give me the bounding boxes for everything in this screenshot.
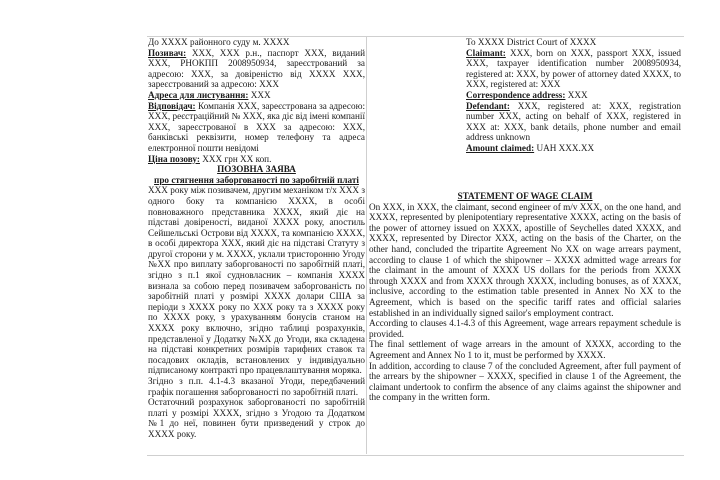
claim-price-label: Ціна позову: <box>148 153 200 164</box>
claimant-text: XXX, born on XXX, passport XXX, issued XXX, taxpayer identification number 2008950934, registered at: XXX, by power of attorney dated XXXX, to XXX, registered at: XXX <box>466 47 681 90</box>
claimant-block <box>466 48 681 90</box>
paragraph-2-en: According to clauses 4.1-4.3 of this Agreement, wage arrears repayment schedule is provided. <box>369 318 681 339</box>
claim-price-text: XXX грн XX коп. <box>199 153 272 164</box>
paragraph-1-en: On XXX, in XXX, the claimant, second engineer of m/v XXX, on the one hand, and XXXX, represented by plenipotentiary representative XXXX, acting on the basis of the power of attorney issued on XXXX, apostille of Seychelles dated XXXX, and XXXX, represented by Director XXX, acting on the basis of the Charter, on the other hand, concluded the tripartite Agreement No XX on wage arrears payment, according to clause 1 of which the shipowner – XXXX admitted wage arrears for the claimant in the amount of XXXX US dollars for the periods from XXXX through XXXX and from XXXX through XXXX, including bonuses, as of XXXX, inclusive, according to the estimation table presented in Annex No XX to the Agreement, which is based on the specific tariff rates and official salaries established in an individually signed sailor's employment contract. <box>369 201 681 318</box>
english-header <box>466 37 681 154</box>
correspondence-block-en <box>466 90 681 101</box>
paragraph-3-ua: Остаточний розрахунок заборгованості по заробітній платі у розмірі XXXX, згідно з Угодою та Додатком №1 до неї, повинен бути призведений у строк до XXXX року. <box>148 397 365 439</box>
paragraph-1-ua: XXX року між позивачем, другим механіком т/х XXX з одного боку та компанією XXXX, в особі повноважного представника XXXX, який діє на підставі довіреності, виданої XXXX року, апостиль Сейшельські Острови від XXXX, та компанією XXXX, в особі директора XXX, який діє на підставі Статуту з другої сторони у м. XXXX, уклали тристоронню Угоду №XX про виплату заборгованості по заробітній платі, згідно з п.1 якої судновласник – компанія XXXX визнала за собою перед позивачем заборгованість по заробітній платі у розмірі XXXX долари США за періоди з XXXX року по XXX року та з XXXX року по XXXX року, з урахуванням бонусів станом на XXXX року включно, згідно таблиці розрахунків, представленої у Додатку №XX до Угоди, яка складена на підставі конкретних розмірів тарифних ставок та посадових окладів, встановлених у індивідуально підписаному контракті про працевлаштування моряка. <box>148 185 365 376</box>
plaintiff-label: Позивач: <box>148 47 187 58</box>
paragraph-4-en: In addition, according to clause 7 of the concluded Agreement, after full payment of the arrears by the shipowner – XXXX, specified in clause 1 of the Agreement, the claimant undertook to confirm the absence of any claims against the shipowner and the company in the written form. <box>369 360 681 403</box>
correspondence-text-en: XXX <box>565 89 588 100</box>
correspondence-label-en: Correspondence address: <box>466 89 566 100</box>
column-divider <box>366 36 367 454</box>
ukrainian-column <box>148 37 365 440</box>
claim-price-block <box>148 154 365 165</box>
amount-text: UAH XXX.XX <box>534 142 595 153</box>
defendant-text-en: XXX, registered at: XXX, registration number XXX, acting on behalf of XXX, registered in XXX at: XXX, bank details, phone number and email address unknown <box>466 100 681 143</box>
defendant-label-en: Defendant: <box>466 100 510 111</box>
court-line-en: To XXXX District Court of XXXX <box>466 37 597 47</box>
plaintiff-block <box>148 48 365 90</box>
correspondence-block-ua <box>148 90 365 101</box>
defendant-block-en <box>466 101 681 143</box>
correspondence-label-ua: Адреса для листування: <box>148 89 249 100</box>
defendant-text-ua: Компанія XXX, зареєстрована за адресою: XXX, реєстраційний № XXX, яка діє від імені компанії XXX, зареєстрованої в XXX за адресою: XXX, банківські реквізити, номер телефону та адреса електронної пошти невідомі <box>148 100 365 153</box>
document-subtitle-ua: про стягнення заборгованості по заробітній платі <box>154 174 359 185</box>
correspondence-text-ua: XXX <box>248 89 271 100</box>
english-body <box>369 191 681 403</box>
court-line-ua: До XXXX районного суду м. XXXX <box>148 37 290 47</box>
amount-block <box>466 143 681 154</box>
defendant-block-ua <box>148 101 365 154</box>
amount-label: Amount claimed: <box>466 142 535 153</box>
paragraph-3-en: The final settlement of wage arrears in the amount of XXXX, according to the Agreement and Annex No 1 to it, must be performed by XXXX. <box>369 339 681 360</box>
defendant-label-ua: Відповідач: <box>148 100 196 111</box>
plaintiff-text: XXX, XXX р.н., паспорт XXX, виданий XXX, РНОКПП 2008950934, зареєстрований за адресою: XXX, за довіреністю від XXXX XXX, зареєстрований за адресою: XXX <box>148 47 365 90</box>
document-title-en: STATEMENT OF WAGE CLAIM <box>457 191 593 201</box>
claimant-label: Claimant: <box>466 47 506 58</box>
document-title-ua: ПОЗОВНА ЗАЯВА <box>217 164 296 175</box>
paragraph-2-ua: Згідно з п.п. 4.1-4.3 вказаної Угоди, передбачений графік погашення заборгованості по заробітній платі. <box>148 376 365 397</box>
